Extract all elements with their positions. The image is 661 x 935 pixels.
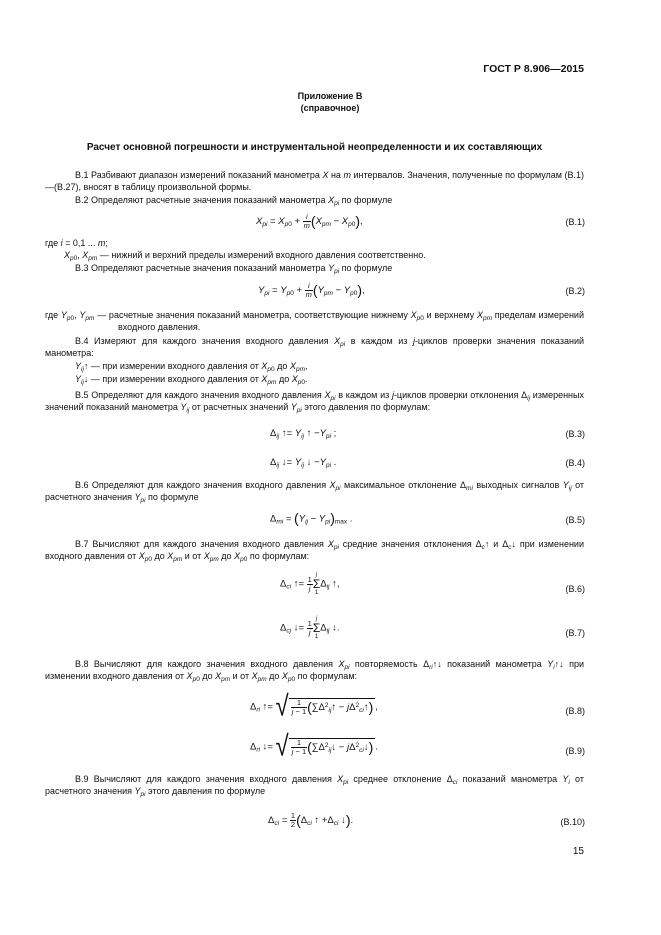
formula-b3: $\Delta_{ij}$ ↑= $Y_{ij}$ ↑ $-Y_{pi}$ ; [270, 428, 337, 440]
appendix-subtitle: (справочное) [300, 103, 360, 113]
formula-b2: $Y_{pi} = Y_{p0}$ + $\frac{i}{m}$ $(Y_{pm} - Y_{p0})$, [258, 281, 365, 299]
eq-number-b1: (В.1) [565, 217, 585, 227]
eq-number-b10: (В.10) [560, 817, 585, 827]
where-2: где $Y_{p0}$, $Y_{pm}$ — расчетные значения показаний манометра, соответствующие нижнему $X_{p0}$ и верхнему $X_{pm}$ пределам измерений входного давления. [45, 310, 584, 332]
paragraph-b9: В.9 Вычисляют для каждого значения входного давления $X_{pi}$ среднее отклонение $\Delta_{ci}$ показаний манометра $Y_i$ от расчетного значения $Y_{pi}$ этого давления по формуле [45, 774, 584, 798]
eq-number-b5: (В.5) [565, 515, 585, 525]
formula-b4: $\Delta_{ij}$ ↓= $Y_{ij}$ ↓ $-Y_{pi}$ . [270, 457, 337, 469]
paragraph-b2: В.2 Определяют расчетные значения показаний манометра $X_{pi}$ по формуле [75, 195, 393, 207]
paragraph-b6: В.6 Определяют для каждого значения входного давления $X_{pi}$ максимальное отклонение $\Delta_{mi}$ выходных сигналов $Y_{ij}$ от расчетного значения $Y_{pi}$ по формуле [45, 480, 585, 504]
eq-number-b2: (В.2) [565, 286, 585, 296]
formula-b6: $\Delta_{ci}$ ↑= $\frac{1}{j}$ j Σ $1\Delta_{ij}$ ↑, [280, 572, 340, 596]
paragraph-b8: В.8 Вычисляют для каждого значения входного давления $X_{pi}$ повторяемость $\Delta_{ri}↑↓$ показаний манометра $Y_i↑↓$ при изменении входного давления от $X_{p0}$ до $X_{pm}$ и от $X_{pm}$ до $X_{p0}$ по формулам: [45, 659, 584, 683]
paragraph-b3: В.3 Определяют расчетные значения показаний манометра $Y_{pi}$ по формуле [75, 263, 393, 275]
paragraph-b4b: $Y_{ij}↓$ — при измерении входного давления от $X_{pm}$ до $X_{p0}$. [75, 374, 308, 386]
formula-b9: $\Delta_{ri}$ ↓= √ $\frac{1}{j - 1}$ ($\sum\Delta^2_{ij}↓$ − $j\Delta^2_{ci}↓$) . [250, 730, 378, 763]
paragraph-b4a: $Y_{ij}↑$ — при измерении входного давления от $X_{p0}$ до $X_{pm}$, [75, 361, 308, 373]
formula-b8: $\Delta_{ri}$ ↑= √ $\frac{1}{j - 1}$ ($\sum\Delta^2_{ij}↑$ − $j\Delta^2_{ci}↑$) , [250, 690, 378, 723]
paragraph-b4: В.4 Измеряют для каждого значения входного давления $X_{pi}$ в каждом из j-циклов проверки значения показаний манометра: [45, 336, 584, 358]
standard-code: ГОСТ Р 8.906—2015 [483, 63, 584, 75]
paragraph-b7: В.7 Вычисляют для каждого значения входного давления $X_{pi}$ средние значения отклонения $\Delta_c↑$ и $\Delta_c↓$ при изменении входного давления от $X_{p0}$ до $X_{pm}$ и от $X_{pm}$ до $X_{p0}$ по формулам: [45, 539, 584, 563]
formula-b5: $\Delta_{mi} = (Y_{ij} - Y_{pi})_{max}$ . [270, 510, 353, 526]
formula-b1: $X_{pi} = X_{p0}$ + $\frac{i}{m}$ $(X_{pm} - X_{p0})$, [256, 212, 363, 230]
where-1: где i = 0,1 ... m; [45, 238, 108, 248]
paragraph-b1: В.1 Разбивают диапазон измерений показаний манометра X на m интервалов. Значения, полученные по формулам (В.1)—(В.27), вносят в таблицу произвольной формы. [45, 170, 584, 192]
page-number: 15 [572, 846, 584, 857]
paragraph-b5: В.5 Определяют для каждого значения входного давления $X_{pi}$ в каждом из j-циклов проверки отклонения $\Delta_{ij}$ измеренных значений показаний манометра $Y_{ij}$ от расчетных значений $Y_{pi}$ этого давления по формулам: [45, 390, 585, 414]
appendix-title: Приложение В [297, 91, 363, 101]
eq-number-b7: (В.7) [565, 628, 585, 638]
eq-number-b6: (В.6) [565, 584, 585, 594]
where-1b: $X_{p0}$, $X_{pm}$ — нижний и верхний пределы измерений входного давления соответственно. [64, 250, 426, 262]
eq-number-b3: (В.3) [565, 429, 585, 439]
eq-number-b8: (В.8) [565, 706, 585, 716]
formula-b7: $\Delta_{cj}$ ↓= $\frac{1}{j}$ j Σ $1\Delta_{ij}$ ↓. [280, 616, 340, 640]
formula-b10: $\Delta_{ci}$ = $\frac{1}{2}$ ($\Delta_{ci}$ ↑ $+\Delta_{ci}$ ↓). [268, 811, 354, 829]
eq-number-b9: (В.9) [565, 746, 585, 756]
eq-number-b4: (В.4) [565, 458, 585, 468]
section-title: Расчет основной погрешности и инструментальной неопределенности и их составляющих [86, 142, 543, 153]
